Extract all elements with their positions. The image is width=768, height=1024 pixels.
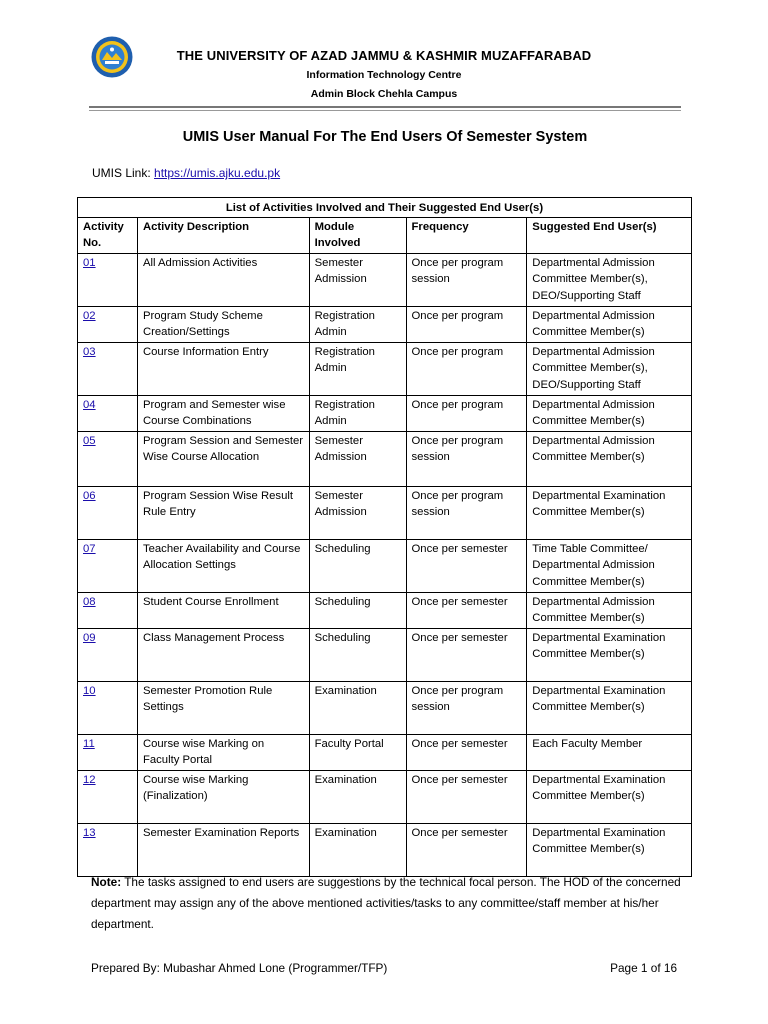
activity-no-link[interactable]: 07 xyxy=(83,542,96,555)
footer-page-number: Page 1 of 16 xyxy=(610,961,677,975)
header-end-users: Suggested End User(s) xyxy=(527,217,692,253)
end-users-cell: Each Faculty Member xyxy=(527,734,692,770)
end-users-cell: Departmental Examination Committee Member(s) xyxy=(527,681,692,734)
end-users-cell: Departmental Admission Committee Member(s) xyxy=(527,431,692,486)
end-users-cell: Departmental Examination Committee Member(s) xyxy=(527,628,692,681)
header-rule-thick xyxy=(89,106,681,108)
letterhead xyxy=(140,48,628,101)
module-cell: Faculty Portal xyxy=(309,734,406,770)
module-cell: Scheduling xyxy=(309,539,406,592)
frequency-cell: Once per semester xyxy=(406,628,527,681)
activity-no-link[interactable]: 03 xyxy=(83,345,96,358)
activity-description-cell: Student Course Enrollment xyxy=(137,592,309,628)
manual-title: UMIS User Manual For The End Users Of Semester System xyxy=(182,129,588,145)
footer-prepared-by: Prepared By: Mubashar Ahmed Lone (Programmer/TFP) xyxy=(91,961,388,975)
activity-no-cell xyxy=(78,592,138,628)
frequency-cell: Once per semester xyxy=(406,592,527,628)
university-name: THE UNIVERSITY OF AZAD JAMMU & KASHMIR MUZAFFARABAD xyxy=(176,48,592,63)
header-rule-thin xyxy=(89,110,681,111)
table-body xyxy=(78,253,692,876)
activity-no-link[interactable]: 09 xyxy=(83,631,96,644)
frequency-cell: Once per program xyxy=(406,342,527,395)
table-row xyxy=(78,342,692,395)
centre-name: Information Technology Centre xyxy=(306,69,462,81)
activity-no-cell xyxy=(78,539,138,592)
activity-no-cell xyxy=(78,734,138,770)
activity-no-link[interactable]: 02 xyxy=(83,309,96,322)
table-row xyxy=(78,539,692,592)
table-row xyxy=(78,431,692,486)
module-cell: Scheduling xyxy=(309,592,406,628)
frequency-cell: Once per program session xyxy=(406,253,527,306)
frequency-cell: Once per semester xyxy=(406,539,527,592)
table-caption: List of Activities Involved and Their Suggested End User(s) xyxy=(78,198,692,218)
end-users-cell: Departmental Admission Committee Member(s), DEO/Supporting Staff xyxy=(527,342,692,395)
table-row xyxy=(78,395,692,431)
activity-no-cell xyxy=(78,770,138,823)
header-frequency: Frequency xyxy=(406,217,527,253)
table-caption-row xyxy=(78,198,692,218)
activity-description-cell: Semester Promotion Rule Settings xyxy=(137,681,309,734)
table-row xyxy=(78,770,692,823)
activity-no-cell xyxy=(78,681,138,734)
umis-link-label: UMIS Link: xyxy=(92,166,155,180)
note-text: The tasks assigned to end users are suggestions by the technical focal person. The HOD of the concerned department may assign any of the above mentioned activities/tasks to any committee/staff member at his/her department. xyxy=(91,875,681,931)
activity-no-cell xyxy=(78,628,138,681)
end-users-cell: Departmental Admission Committee Member(s), DEO/Supporting Staff xyxy=(527,253,692,306)
table-header-row xyxy=(78,217,692,253)
header-module: Module Involved xyxy=(309,217,406,253)
module-cell: Scheduling xyxy=(309,628,406,681)
frequency-cell: Once per semester xyxy=(406,734,527,770)
umis-link-line xyxy=(92,166,280,181)
module-cell: Registration Admin xyxy=(309,395,406,431)
module-cell: Examination xyxy=(309,823,406,876)
university-seal-logo xyxy=(91,36,133,78)
activity-no-link[interactable]: 12 xyxy=(83,773,96,786)
activity-description-cell: Course Information Entry xyxy=(137,342,309,395)
end-users-cell: Time Table Committee/ Departmental Admission Committee Member(s) xyxy=(527,539,692,592)
module-cell: Registration Admin xyxy=(309,342,406,395)
activity-description-cell: Teacher Availability and Course Allocation Settings xyxy=(137,539,309,592)
activity-no-link[interactable]: 13 xyxy=(83,826,96,839)
activity-no-cell xyxy=(78,823,138,876)
module-cell: Examination xyxy=(309,770,406,823)
activity-no-cell xyxy=(78,253,138,306)
activity-description-cell: Program and Semester wise Course Combinations xyxy=(137,395,309,431)
frequency-cell: Once per program session xyxy=(406,431,527,486)
activity-no-link[interactable]: 11 xyxy=(83,737,95,750)
activity-no-cell xyxy=(78,395,138,431)
activity-description-cell: Class Management Process xyxy=(137,628,309,681)
table-row xyxy=(78,823,692,876)
table-row xyxy=(78,592,692,628)
header-activity-no: Activity No. xyxy=(78,217,138,253)
activity-no-cell xyxy=(78,486,138,539)
frequency-cell: Once per semester xyxy=(406,770,527,823)
campus-name: Admin Block Chehla Campus xyxy=(310,88,458,100)
frequency-cell: Once per program session xyxy=(406,486,527,539)
activity-description-cell: Program Session and Semester Wise Course Allocation xyxy=(137,431,309,486)
end-users-cell: Departmental Admission Committee Member(s) xyxy=(527,395,692,431)
activities-table xyxy=(77,197,692,877)
frequency-cell: Once per program xyxy=(406,306,527,342)
header-activity-description: Activity Description xyxy=(137,217,309,253)
activity-no-link[interactable]: 10 xyxy=(83,684,96,697)
table-row xyxy=(78,734,692,770)
activity-no-link[interactable]: 05 xyxy=(83,434,96,447)
note-label: Note: xyxy=(91,875,122,889)
module-cell: Examination xyxy=(309,681,406,734)
frequency-cell: Once per semester xyxy=(406,823,527,876)
table-row xyxy=(78,628,692,681)
activity-description-cell: All Admission Activities xyxy=(137,253,309,306)
table-row xyxy=(78,681,692,734)
module-cell: Semester Admission xyxy=(309,431,406,486)
activity-no-link[interactable]: 01 xyxy=(83,256,96,269)
table-row xyxy=(78,306,692,342)
activity-no-link[interactable]: 04 xyxy=(83,398,96,411)
module-cell: Semester Admission xyxy=(309,486,406,539)
frequency-cell: Once per program session xyxy=(406,681,527,734)
module-cell: Semester Admission xyxy=(309,253,406,306)
umis-link[interactable]: https://umis.ajku.edu.pk xyxy=(154,166,281,180)
table-row xyxy=(78,253,692,306)
end-users-cell: Departmental Examination Committee Member(s) xyxy=(527,486,692,539)
activity-description-cell: Semester Examination Reports xyxy=(137,823,309,876)
end-users-cell: Departmental Admission Committee Member(s) xyxy=(527,592,692,628)
activity-no-cell xyxy=(78,306,138,342)
frequency-cell: Once per program xyxy=(406,395,527,431)
activity-description-cell: Program Session Wise Result Rule Entry xyxy=(137,486,309,539)
activity-no-cell xyxy=(78,342,138,395)
activity-no-link[interactable]: 08 xyxy=(83,595,96,608)
note-paragraph xyxy=(91,872,681,935)
table-row xyxy=(78,486,692,539)
module-cell: Registration Admin xyxy=(309,306,406,342)
end-users-cell: Departmental Admission Committee Member(s) xyxy=(527,306,692,342)
activity-description-cell: Course wise Marking on Faculty Portal xyxy=(137,734,309,770)
activity-no-cell xyxy=(78,431,138,486)
seal-icon xyxy=(91,36,133,78)
activity-description-cell: Course wise Marking (Finalization) xyxy=(137,770,309,823)
activity-description-cell: Program Study Scheme Creation/Settings xyxy=(137,306,309,342)
end-users-cell: Departmental Examination Committee Member(s) xyxy=(527,823,692,876)
end-users-cell: Departmental Examination Committee Member(s) xyxy=(527,770,692,823)
activity-no-link[interactable]: 06 xyxy=(83,489,96,502)
